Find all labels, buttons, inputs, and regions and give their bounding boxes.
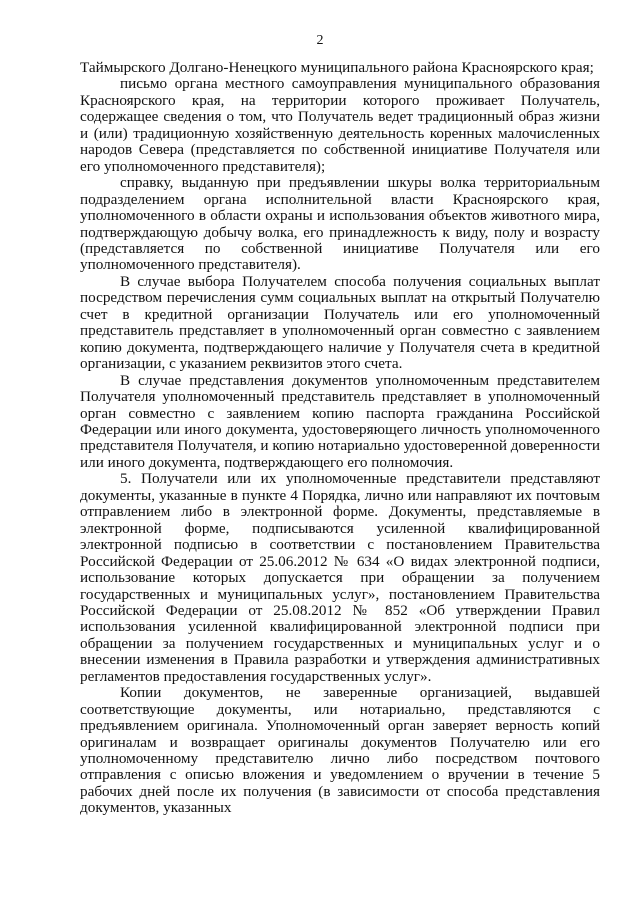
paragraph-item-5: 5. Получатели или их уполномоченные представители представляют документы, указанные в пункте 4 Порядка, лично или направляют их почтовым отправлением либо в электронной форме. Документы, представляемые в электронной форме, подписываются усиленной квалифицированной электронной подписью в соответствии с постановлением Правительства Российской Федерации от 25.06.2012 № 634 «О видах электронной подписи, использование которых допускается при обращении за получением государственных и муниципальных услуг», постановлением Правительства Российской Федерации от 25.08.2012 № 852 «Об утверждении Правил использования усиленной квалифицированной электронной подписи при обращении за получением государственных и муниципальных услуг и о внесении изменения в Правила разработки и утверждения административных регламентов предоставления государственных услуг». [80,470,600,685]
paragraph-continuation: Таймырского Долгано-Ненецкого муниципального района Красноярского края; [80,59,594,76]
paragraph-bank-account: В случае выбора Получателем способа получения социальных выплат посредством перечисления сумм социальных выплат на открытый Получателю счет в кредитной организации Получатель или его уполномоченный представитель представляет в уполномоченный орган совместно с заявлением копию документа, подтверждающего наличие у Получателя счета в кредитной организации, с указанием реквизитов этого счета. [80,272,600,373]
paragraph-representative: В случае представления документов уполномоченным представителем Получателя уполномоченный представитель представляет в уполномоченный орган совместно с заявлением копию паспорта гражданина Российской Федерации или иного документа, удостоверяющего личность уполномоченного представителя Получателя, и копию нотариально удостоверенной доверенности или иного документа, подтверждающего его полномочия. [80,371,600,471]
page-number: 2 [316,33,324,48]
paragraph-municipal-letter: письмо органа местного самоуправления муниципального образования Красноярского края, на территории которого проживает Получатель, содержащее сведения о том, что Получатель ведет традиционный образ жизни и (или) традиционную хозяйственную деятельность коренных малочисленных народов Севера (представляется по собственной инициативе Получателя или его уполномоченного представителя); [80,75,600,175]
document-body [80,60,600,817]
paragraph-copies: Копии документов, не заверенные организацией, выдавшей соответствующие документы, или нотариально, представляются с предъявлением оригинала. Уполномоченный орган заверяет верность копий оригиналам и возвращает оригиналы документов Получателю или его уполномоченному представителю лично либо посредством почтового отправления с описью вложения и уведомлением о вручении в течение 5 рабочих дней после их получения (в зависимости от способа представления документов, указанных [80,684,600,817]
paragraph-wolf-certificate: справку, выданную при предъявлении шкуры волка территориальным подразделением органа исполнительной власти Красноярского края, уполномоченного в области охраны и использования объектов животного мира, подтверждающую добычу волка, его принадлежность к виду, полу и возрасту (представляется по собственной инициативе Получателя или его уполномоченного представителя). [80,174,600,274]
